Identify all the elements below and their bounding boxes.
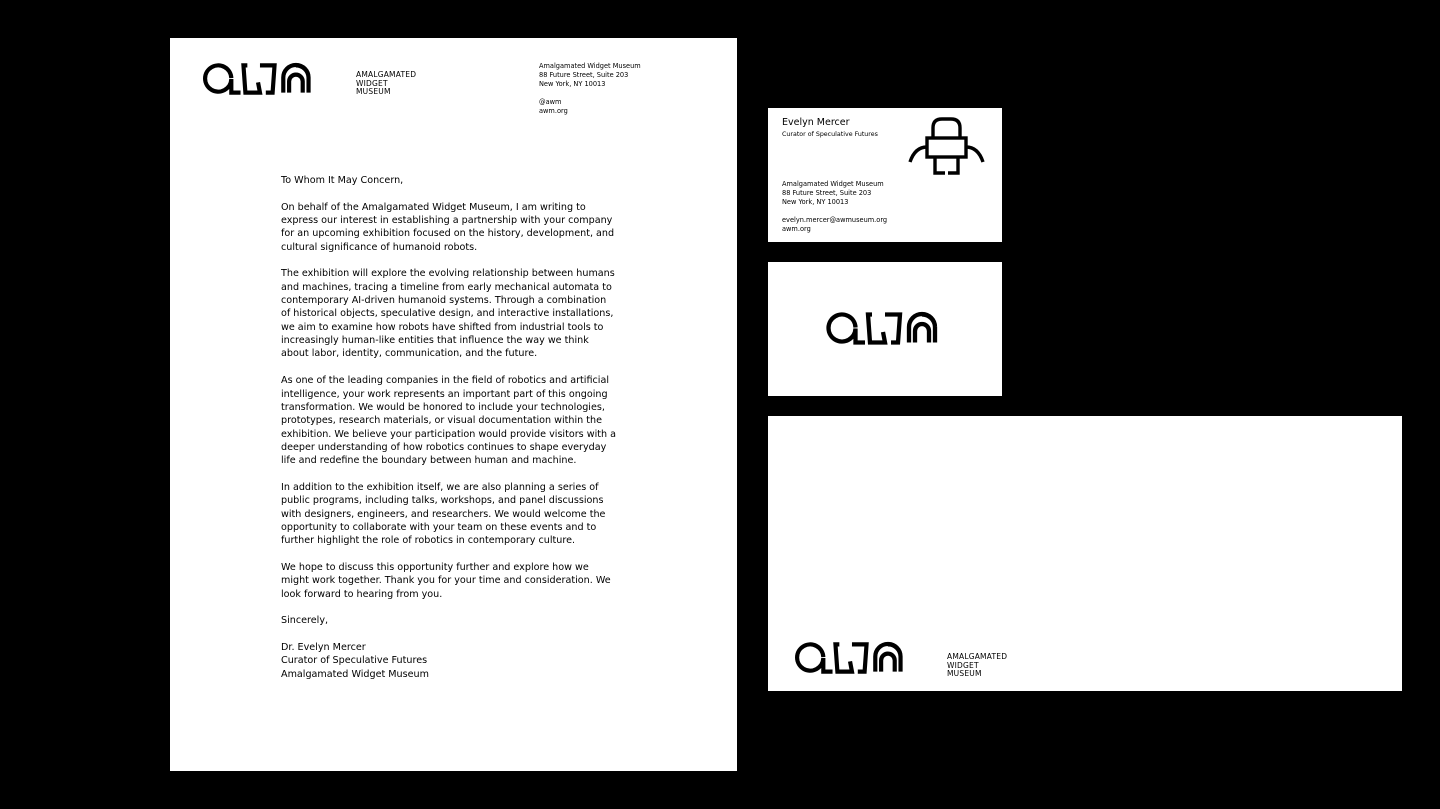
paragraph-2 (281, 267, 631, 360)
wordmark-text (356, 71, 416, 97)
text-line: deeper understanding of how robotics continues to shape everyday (281, 441, 607, 453)
letterhead-sheet (170, 38, 737, 771)
wordmark-line: WIDGET (356, 78, 388, 88)
address-line: New York, NY 10013 (539, 80, 606, 88)
card-contact (782, 180, 887, 234)
text-line: life and redefine the boundary between human and machine. (281, 455, 577, 467)
text-line: In addition to the exhibition itself, we are also planning a series of (281, 481, 599, 493)
robot-icon (907, 114, 992, 184)
text-line: express our interest in establishing a partnership with your company (281, 215, 613, 227)
social-handle: @awm (539, 98, 562, 106)
text-line: On behalf of the Amalgamated Widget Museum, I am writing to (281, 201, 586, 213)
paragraph-5 (281, 561, 631, 601)
text-line: about labor, identity, communication, and the future. (281, 348, 538, 360)
address-line: New York, NY 10013 (782, 198, 849, 206)
wordmark-line: WIDGET (947, 660, 979, 670)
text-line: exhibition. We believe your participation would provide visitors with a (281, 428, 617, 440)
text-line: might work together. Thank you for your time and consideration. We (281, 575, 611, 587)
text-line: with designers, engineers, and researchers. We would welcome the (281, 508, 606, 520)
text-line: of historical objects, speculative design, and interactive installations, (281, 308, 614, 320)
address-line: 88 Future Street, Suite 203 (782, 189, 872, 197)
text-line: contemporary AI-driven humanoid systems. Through a combination (281, 295, 607, 307)
address-line: Amalgamated Widget Museum (539, 62, 641, 70)
text-line: As one of the leading companies in the field of robotics and artificial (281, 375, 610, 387)
address-line: Amalgamated Widget Museum (782, 180, 884, 188)
awm-logo-icon (806, 311, 962, 346)
card-website: awm.org (782, 225, 811, 233)
awm-logo-icon (194, 62, 324, 96)
wordmark-line: AMALGAMATED (947, 652, 1008, 661)
address-line: 88 Future Street, Suite 203 (539, 71, 629, 79)
website: awm.org (539, 107, 568, 115)
closing: Sincerely, (281, 615, 329, 627)
envelope (768, 416, 1402, 691)
card-name: Evelyn Mercer (782, 117, 850, 128)
text-line: prototypes, research materials, or visual documentation within the (281, 415, 603, 427)
card-email: evelyn.mercer@awmuseum.org (782, 216, 888, 224)
signature-org: Amalgamated Widget Museum (281, 668, 429, 680)
text-line: we aim to examine how robots have shifted from industrial tools to (281, 321, 604, 333)
wordmark-line: AMALGAMATED (356, 70, 417, 79)
text-line: further highlight the role of robotics in contemporary culture. (281, 535, 576, 547)
signature-name: Dr. Evelyn Mercer (281, 642, 366, 654)
card-role: Curator of Speculative Futures (782, 131, 878, 138)
text-line: increasingly human-like entities that influence the way we think (281, 335, 589, 347)
business-card-front (768, 108, 1002, 242)
awm-logo-icon (786, 641, 916, 675)
paragraph-3 (281, 374, 631, 467)
wordmark-text (947, 653, 1007, 679)
wordmark-line: MUSEUM (947, 669, 982, 678)
paragraph-1 (281, 201, 631, 254)
text-line: We hope to discuss this opportunity further and explore how we (281, 561, 589, 573)
text-line: transformation. We would be honored to include your technologies, (281, 401, 605, 413)
signature-title: Curator of Speculative Futures (281, 655, 428, 667)
text-line: look forward to hearing from you. (281, 588, 443, 600)
text-line: intelligence, your work represents an important part of this ongoing (281, 388, 608, 400)
letter-body (281, 174, 631, 694)
text-line: and machines, tracing a timeline from early mechanical automata to (281, 281, 612, 293)
text-line: The exhibition will explore the evolving relationship between humans (281, 268, 615, 280)
signature (281, 641, 631, 681)
greeting: To Whom It May Concern, (281, 175, 404, 186)
text-line: opportunity to collaborate with your team on these events and to (281, 521, 597, 533)
wordmark-line: MUSEUM (356, 87, 391, 96)
text-line: cultural significance of humanoid robots. (281, 241, 478, 253)
paragraph-4 (281, 481, 631, 548)
business-card-back (768, 262, 1002, 396)
letterhead-address (539, 62, 641, 116)
text-line: for an upcoming exhibition focused on the history, development, and (281, 228, 615, 240)
text-line: public programs, including talks, workshops, and panel discussions (281, 495, 604, 507)
